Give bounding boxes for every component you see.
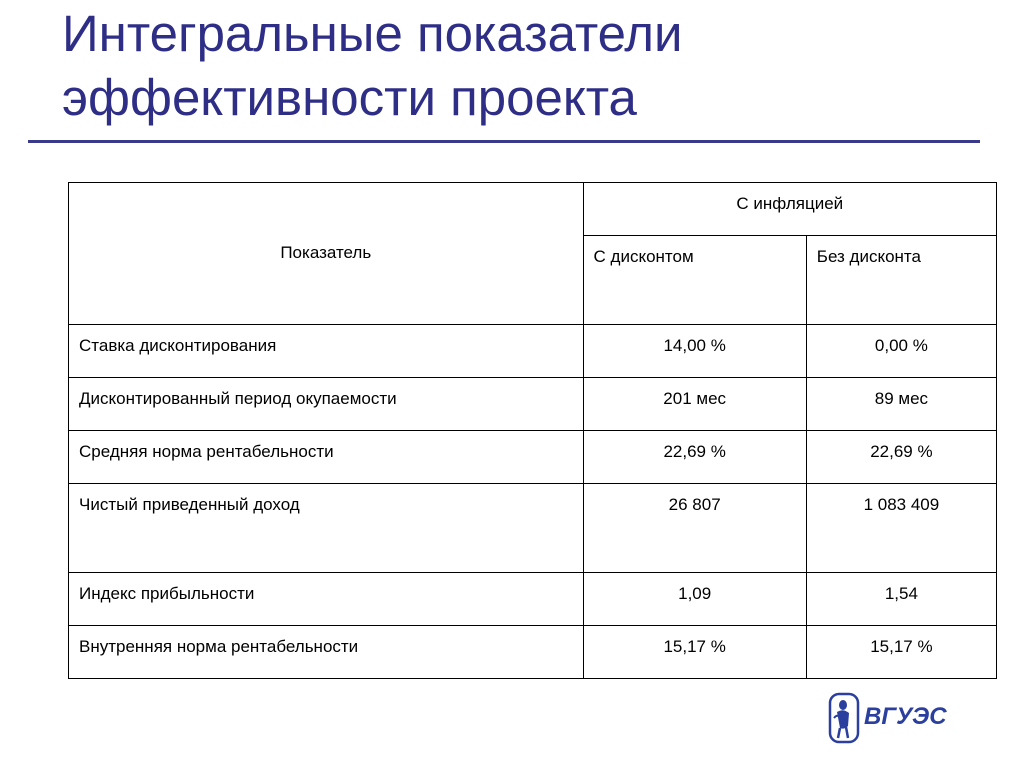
- table-row: [69, 378, 997, 431]
- row-value-with-discount: 22,69 %: [663, 442, 726, 461]
- logo-emblem-icon: [828, 692, 958, 744]
- row-label: Ставка дисконтирования: [79, 336, 277, 355]
- row-value-without-discount: 89 мес: [874, 389, 929, 408]
- row-label: Дисконтированный период окупаемости: [79, 389, 397, 408]
- indicators-table: [68, 182, 997, 679]
- header-inflation: С инфляцией: [736, 194, 844, 213]
- header-indicator: Показатель: [280, 243, 372, 262]
- row-label: Внутренняя норма рентабельности: [79, 637, 359, 656]
- header-without-discount-cell: [806, 236, 996, 325]
- row-value-with-discount: 15,17 %: [663, 637, 726, 656]
- row-label: Средняя норма рентабельности: [79, 442, 334, 461]
- header-indicator-cell: [69, 183, 584, 325]
- row-value-without-discount: 22,69 %: [870, 442, 933, 461]
- title-divider: [28, 140, 980, 143]
- university-logo: [828, 692, 958, 744]
- header-with-discount: С дисконтом: [593, 247, 694, 266]
- table-row: [69, 573, 997, 626]
- row-value-without-discount: 0,00 %: [874, 336, 928, 355]
- row-label: Индекс прибыльности: [79, 584, 255, 603]
- title-line-2: эффективности проекта: [62, 69, 637, 126]
- row-value-with-discount: 201 мес: [663, 389, 727, 408]
- header-with-discount-cell: [583, 236, 806, 325]
- table-row: [69, 484, 997, 573]
- logo-text: ВГУЭС: [864, 703, 947, 730]
- table-row: [69, 325, 997, 378]
- row-value-with-discount: 14,00 %: [663, 336, 726, 355]
- table-header-row: [69, 183, 997, 236]
- row-value-without-discount: 1,54: [884, 584, 918, 603]
- slide-title: [62, 2, 992, 130]
- table-row: [69, 626, 997, 679]
- row-label: Чистый приведенный доход: [79, 495, 300, 514]
- title-line-1: Интегральные показатели: [62, 5, 683, 62]
- row-value-with-discount: 26 807: [668, 495, 721, 514]
- row-value-with-discount: 1,09: [678, 584, 712, 603]
- table-row: [69, 431, 997, 484]
- header-inflation-cell: [583, 183, 996, 236]
- row-value-without-discount: 1 083 409: [863, 495, 940, 514]
- header-without-discount: Без дисконта: [816, 247, 921, 266]
- row-value-without-discount: 15,17 %: [870, 637, 933, 656]
